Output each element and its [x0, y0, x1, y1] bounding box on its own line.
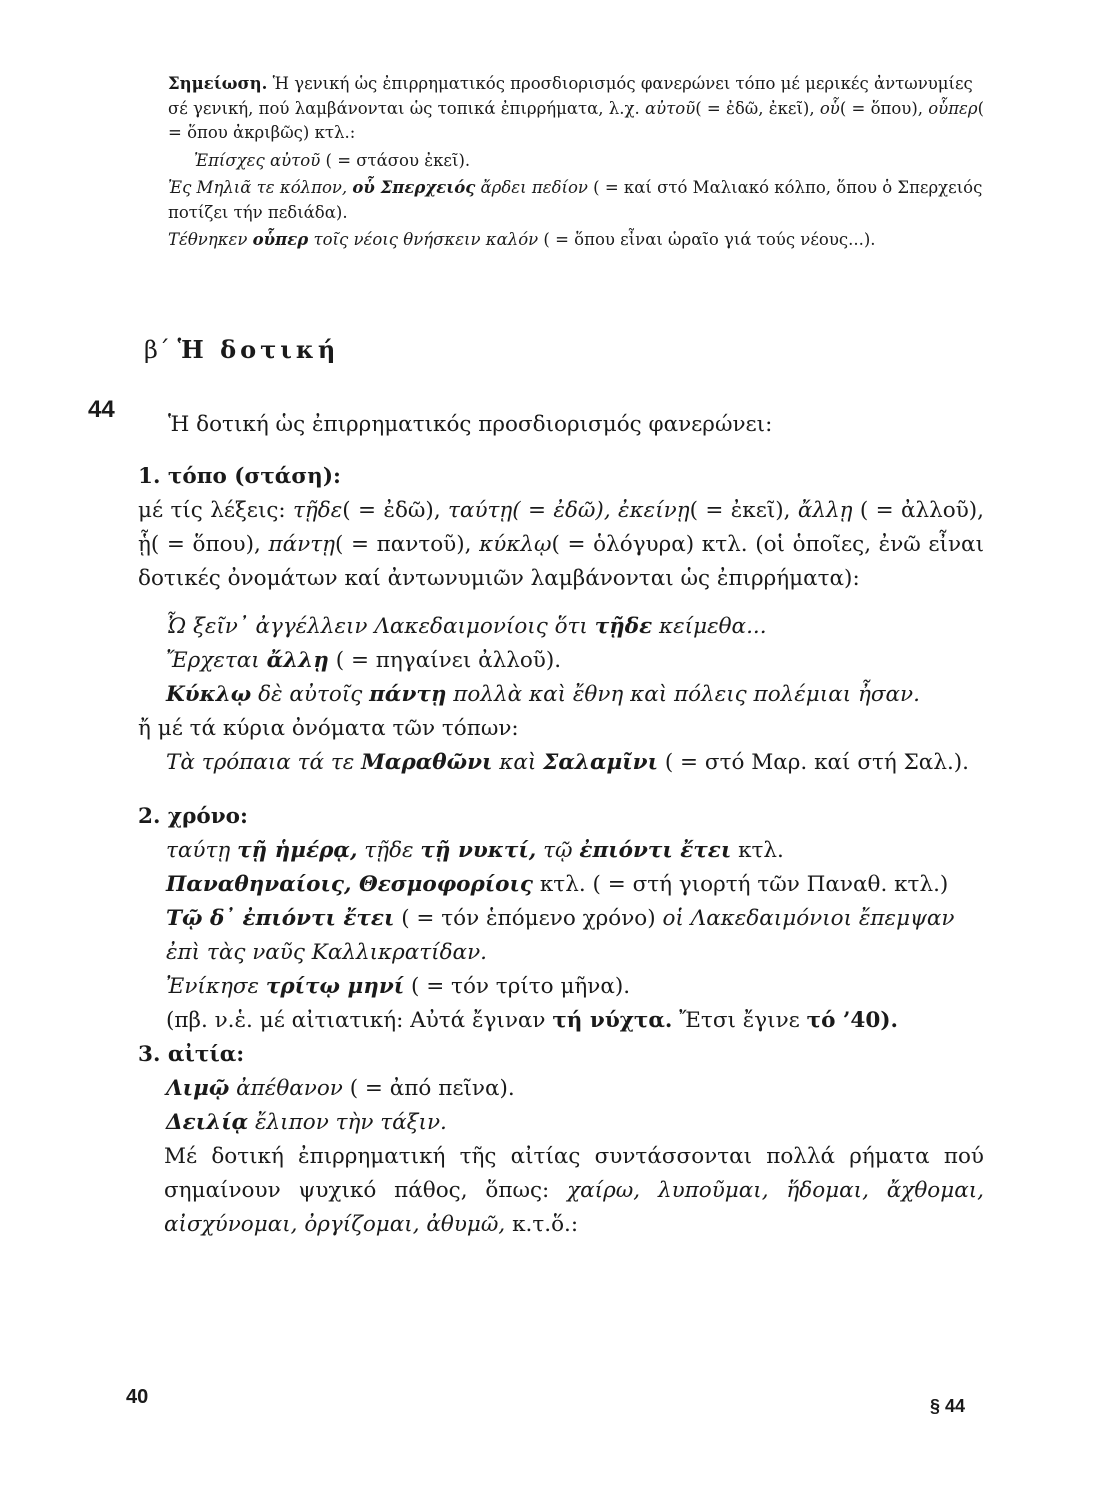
heading-title: Ἡ δοτική — [177, 335, 340, 364]
example-line: ταύτῃ τῇ ἡμέρᾳ, τῇδε τῇ νυκτί, τῷ ἐπιόντι ἔτει κτλ. — [166, 838, 784, 863]
example-line: Ὦ ξεῖν᾽ ἀγγέλλειν Λακεδαιμονίοις ὅτι τῇδε κείμεθα... — [166, 614, 767, 639]
example-line: Ἔρχεται ἄλλῃ ( = πηγαίνει ἀλλοῦ). — [166, 648, 562, 673]
example-line: Κύκλῳ δὲ αὐτοῖς πάντῃ πολλὰ καὶ ἔθνη καὶ πόλεις πολέμιαι ἦσαν. — [166, 682, 920, 707]
note-paragraph: Σημείωση. Ἡ γενική ὡς ἐπιρρηματικός προσδιορισμός φανερώνει τόπο μέ μερικές ἀντωνυμίες σέ γενική, πού λαμβάνονται ὡς τοπικά ἐπιρρήματα, λ.χ. αὐτοῦ( = ἐδῶ, ἐκεῖ), οὗ( = ὅπου), οὗπερ( = ὅπου ἀκριβῶς) κτλ.: — [168, 74, 985, 142]
example-line: Παναθηναίοις, Θεσμοφορίοις κτλ. ( = στή γιορτή τῶν Παναθ. κτλ.) — [166, 872, 949, 897]
example-line: Δειλίᾳ ἔλιπον τὴν τάξιν. — [166, 1110, 447, 1135]
example-line: (πβ. ν.ἑ. μέ αἰτιατική: Αὐτά ἔγιναν τή νύχτα. Ἔτσι ἔγινε τό ’40). — [166, 1008, 898, 1033]
note-block — [168, 72, 988, 253]
note-label: Σημείωση. — [168, 74, 268, 93]
note-example-1: Ἐπίσχες αὐτοῦ ( = στάσου ἐκεῖ). — [194, 150, 471, 170]
note-example-3: Τέθνηκεν οὗπερ τοῖς νέοις θνήσκειν καλόν ( = ὅπου εἶναι ὡραῖο γιά τούς νέους...). — [168, 230, 876, 249]
section-number: 44 — [88, 396, 115, 423]
intro-line: Ἡ δοτική ὡς ἐπιρρηματικός προσδιορισμός φανερώνει: — [168, 412, 773, 437]
page-number: 40 — [126, 1386, 149, 1408]
example-line: Τῷ δ᾽ ἐπιόντι ἔτει ( = τόν ἑπόμενο χρόνο) οἱ Λακεδαιμόνιοι ἔπεμψαν ἐπὶ τὰς ναῦς Καλλικρατίδαν. — [166, 906, 955, 965]
subsection-1-title: 1. τόπο (στάση): — [138, 464, 341, 489]
subsection-3-title: 3. αἰτία: — [138, 1042, 245, 1067]
subsection-1-paragraph: μέ τίς λέξεις: τῇδε( = ἐδῶ), ταύτῃ( = ἐδῶ), ἐκείνῃ( = ἐκεῖ), ἄλλῃ ( = ἀλλοῦ), ᾗ( = ὅπου), πάντῃ( = παντοῦ), κύκλῳ( = ὁλόγυρα) κτλ. (οἱ ὁποῖες, ἐνῶ εἶναι δοτικές ὀνομάτων καί ἀντωνυμιῶν λαμβάνονται ὡς ἐπιρρήματα): — [138, 498, 985, 591]
main-content — [138, 408, 984, 1242]
heading-prefix: β΄ — [144, 336, 170, 364]
section-reference: § 44 — [930, 1396, 966, 1416]
example-line: Ἐνίκησε τρίτῳ μηνί ( = τόν τρίτο μῆνα). — [166, 974, 631, 999]
note-example-2: Ἐς Μηλιᾶ τε κόλπον, οὗ Σπερχειός ἄρδει πεδίον ( = καί στό Μαλιακό κόλπο, ὅπου ὁ Σπερχειός ποτίζει τήν πεδιάδα). — [168, 178, 983, 222]
subsection-3-paragraph: Μέ δοτική ἐπιρρηματική τῆς αἰτίας συντάσσονται πολλά ρήματα πού σημαίνουν ψυχικό πάθος, ὅπως: χαίρω, λυποῦμαι, ἥδομαι, ἄχθομαι, αἰσχύνομαι, ὀργίζομαι, ἀθυμῶ, κ.τ.ὅ.: — [164, 1144, 984, 1237]
text-line: ἤ μέ τά κύρια ὀνόματα τῶν τόπων: — [138, 716, 519, 741]
example-line: Τὰ τρόπαια τά τε Μαραθῶνι καὶ Σαλαμῖνι ( = στό Μαρ. καί στή Σαλ.). — [166, 750, 970, 775]
section-heading — [144, 335, 339, 364]
subsection-2-title: 2. χρόνο: — [138, 804, 248, 829]
example-line: Λιμῷ ἀπέθανον ( = ἀπό πεῖνα). — [166, 1076, 515, 1101]
